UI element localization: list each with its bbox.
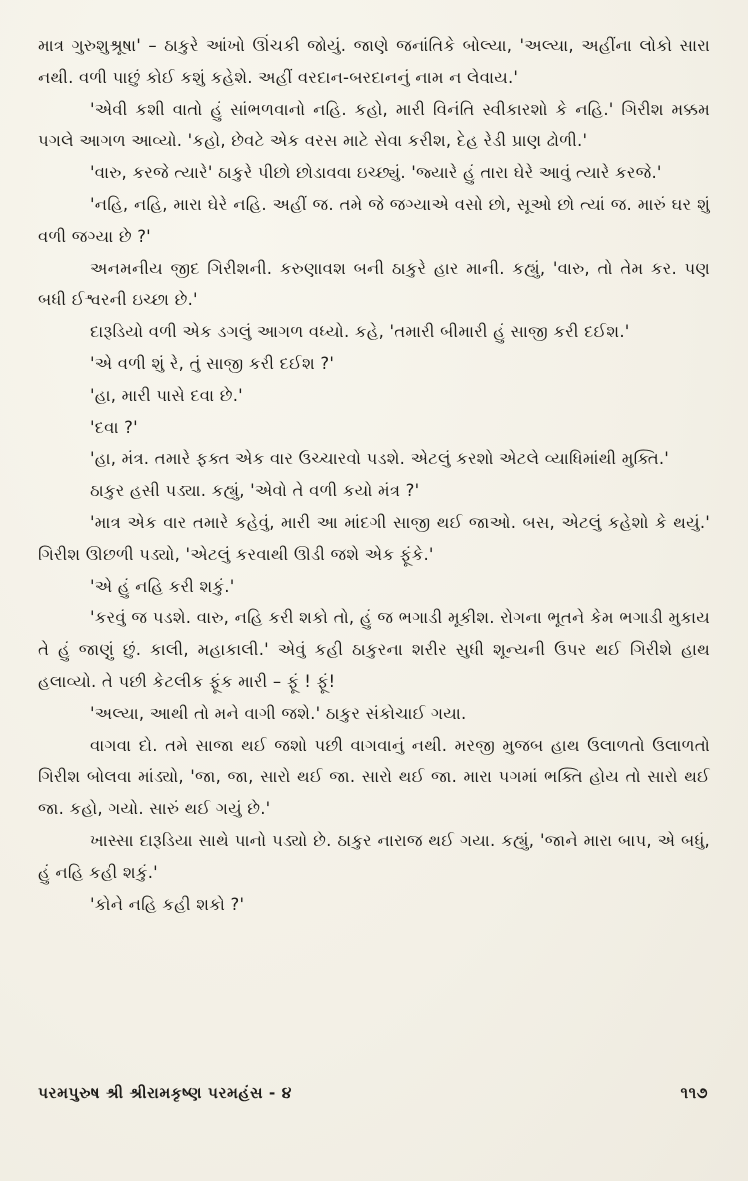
paragraph-17: ખાસ્સા દારૂડિયા સાથે પાનો પડ્યો છે. ઠાકુર નારાજ થઈ ગયા. કહ્યું, 'જાને મારા બાપ, એ બધું, હું નહિ કહી શકું.' bbox=[38, 830, 710, 882]
paragraph-14: 'કરવું જ પડશે. વારુ, નહિ કરી શકો તો, હું જ ભગાડી મૂકીશ. રોગના ભૂતને કેમ ભગાડી મુકાય તે હું જાણું છું. કાલી, મહાકાલી.' એવું કહી ઠાકુરના શરીર સુધી શૂન્યની ઉપર થઈ ગિરીશે હાથ હલાવ્યો. તે પછી કેટલીક ફૂંક મારી – ફૂં ! ફૂં! bbox=[38, 608, 710, 691]
paragraph-7: 'એ વળી શું રે, તું સાજી કરી દઈશ ?' bbox=[90, 353, 335, 373]
paragraph-16: વાગવા દો. તમે સાજા થઈ જશો પછી વાગવાનું નથી. મરજી મુજબ હાથ ઉલાળતો ઉલાળતો ગિરીશ બોલવા માંડ્યો, 'જા, જા, સારો થઈ જા. સારો થઈ જા. મારા પગમાં ભક્તિ હોય તો સારો થઈ જા. કહો, ગયો. સારું થઈ ગયું છે.' bbox=[38, 735, 710, 819]
paragraph-3: 'વારુ, કરજે ત્યારે' ઠાકુરે પીછો છોડાવવા ઇચ્છ્યું. 'જ્યારે હું તારા ઘેરે આવું ત્યારે કરજે.' bbox=[90, 163, 662, 183]
paragraph-18: 'કોને નહિ કહી શકો ?' bbox=[90, 894, 245, 914]
book-title: પરમપુરુષ શ્રી શ્રીરામકૃષ્ણ પરમહંસ - ૪ bbox=[38, 1083, 292, 1102]
paragraph-5: અનમનીય જીદ ગિરીશની. કરુણાવશ બની ઠાકુરે હાર માની. કહ્યું, 'વારુ, તો તેમ કર. પણ બધી ઈશ્વરની ઇચ્છા છે.' bbox=[38, 258, 710, 310]
body-text bbox=[38, 30, 710, 920]
paragraph-6: દારૂડિયો વળી એક ડગલું આગળ વધ્યો. કહે, 'તમારી બીમારી હું સાજી કરી દઈશ.' bbox=[90, 322, 630, 342]
page-footer bbox=[38, 1078, 708, 1108]
paragraph-1: માત્ર ગુરુશુશ્રૂષા' – ઠાકુરે આંખો ઊંચકી જોયું. જાણે જનાંતિકે બોલ્યા, 'અલ્યા, અહીંના લોકો સારા નથી. વળી પાછું કોઈ કશું કહેશે. અહીં વરદાન-બરદાનનું નામ ન લેવાય.' bbox=[38, 36, 710, 87]
paragraph-15: 'અલ્યા, આથી તો મને વાગી જશે.' ઠાકુર સંકોચાઈ ગયા. bbox=[90, 703, 467, 723]
paragraph-9: 'દવા ?' bbox=[90, 417, 138, 437]
paragraph-11: ઠાકુર હસી પડ્યા. કહ્યું, 'એવો તે વળી કયો મંત્ર ?' bbox=[90, 481, 420, 501]
paragraph-10: 'હા, મંત્ર. તમારે ફક્ત એક વાર ઉચ્ચારવો પડશે. એટલું કરશો એટલે વ્યાધિમાંથી મુક્તિ.' bbox=[90, 449, 670, 469]
paragraph-12: 'માત્ર એક વાર તમારે કહેવું, મારી આ માંદગી સાજી થઈ જાઓ. બસ, એટલું કહેશો કે થયું.' ગિરીશ ઊછળી પડ્યો, 'એટલું કરવાથી ઊડી જશે એક ફૂંકે.' bbox=[38, 512, 710, 564]
paragraph-2: 'એવી કશી વાતો હું સાંભળવાનો નહિ. કહો, મારી વિનંતિ સ્વીકારશો કે નહિ.' ગિરીશ મક્કમ પગલે આગળ આવ્યો. 'કહો, છેવટે એક વરસ માટે સેવા કરીશ, દેહ રેડી પ્રાણ ઢોળી.' bbox=[38, 99, 710, 151]
paragraph-8: 'હા, મારી પાસે દવા છે.' bbox=[90, 385, 243, 405]
page-number: ૧૧૭ bbox=[680, 1083, 708, 1102]
paragraph-4: 'નહિ, નહિ, મારા ઘેરે નહિ. અહીં જ. તમે જે જગ્યાએ વસો છો, સૂઓ છો ત્યાં જ. મારું ઘર શું વળી જગ્યા છે ?' bbox=[38, 194, 710, 246]
paragraph-13: 'એ હું નહિ કરી શકું.' bbox=[90, 576, 235, 596]
